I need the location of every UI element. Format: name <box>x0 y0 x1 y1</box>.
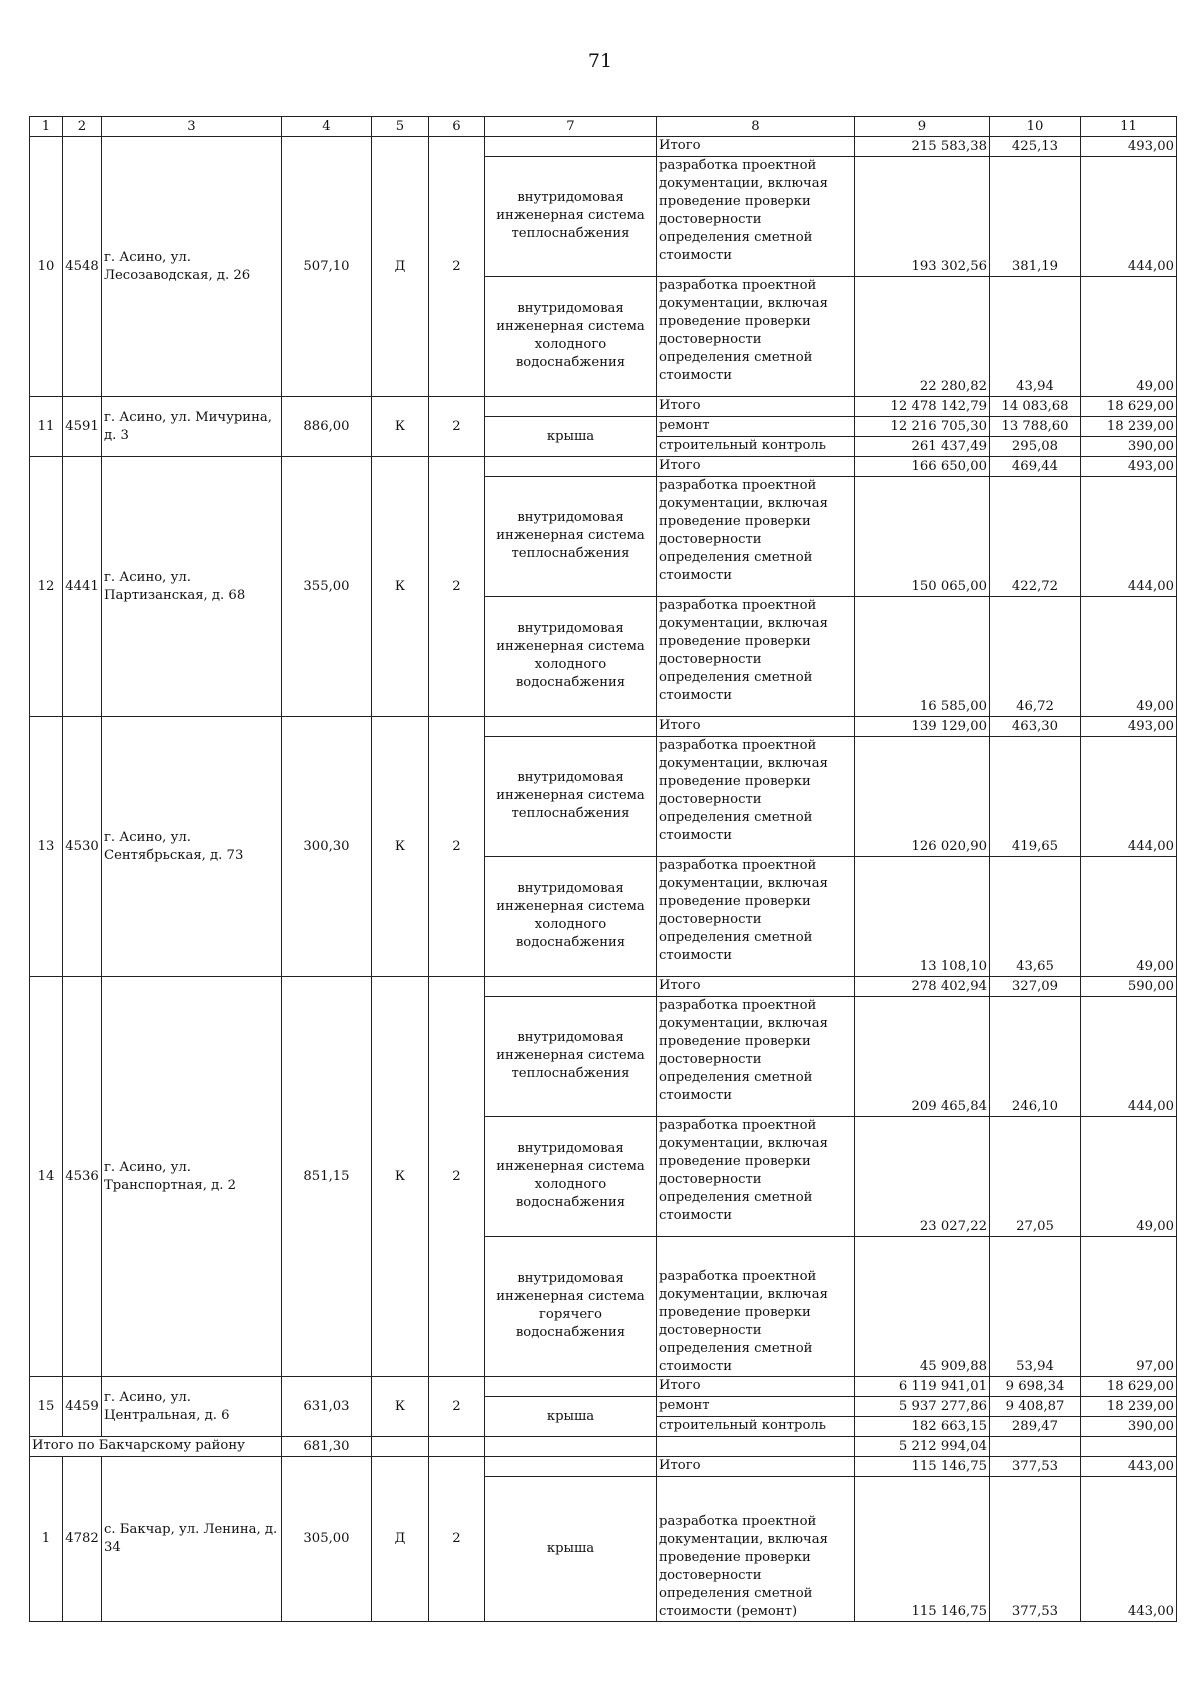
total-limit: 493,00 <box>1081 457 1177 477</box>
cost-per-m2: 419,65 <box>990 737 1081 857</box>
cost-limit: 18 239,00 <box>1081 417 1177 437</box>
system-name: внутридомовая инженерная система теплоснабжения <box>485 737 657 857</box>
total-cost: 6 119 941,01 <box>855 1377 990 1397</box>
cost-limit: 444,00 <box>1081 157 1177 277</box>
address: с. Бакчар, ул. Ленина, д. 34 <box>102 1457 282 1622</box>
total-label: Итого <box>657 717 855 737</box>
house-type: К <box>372 717 429 977</box>
cost-limit: 444,00 <box>1081 737 1177 857</box>
col-header: 10 <box>990 117 1081 137</box>
total-per-m2: 377,53 <box>990 1457 1081 1477</box>
col6-value: 2 <box>429 717 485 977</box>
system-name: внутридомовая инженерная система теплоснабжения <box>485 997 657 1117</box>
house-type: К <box>372 977 429 1377</box>
cost: 150 065,00 <box>855 477 990 597</box>
cost-limit: 49,00 <box>1081 277 1177 397</box>
cost-limit: 49,00 <box>1081 597 1177 717</box>
address: г. Асино, ул. Мичурина, д. 3 <box>102 397 282 457</box>
cost: 5 937 277,86 <box>855 1397 990 1417</box>
cost-per-m2: 46,72 <box>990 597 1081 717</box>
area: 886,00 <box>282 397 372 457</box>
total-limit: 18 629,00 <box>1081 397 1177 417</box>
total-cost: 278 402,94 <box>855 977 990 997</box>
table-row <box>30 1377 1177 1397</box>
work-description: разработка проектной документации, включая проведение проверки достоверности определения сметной стоимости <box>657 157 855 277</box>
work-description: разработка проектной документации, включая проведение проверки достоверности определения сметной стоимости <box>657 1117 855 1237</box>
work-description: строительный контроль <box>657 437 855 457</box>
header-row <box>30 117 1177 137</box>
total-limit: 493,00 <box>1081 717 1177 737</box>
house-code: 4459 <box>63 1377 102 1437</box>
system-name: внутридомовая инженерная система холодного водоснабжения <box>485 1117 657 1237</box>
total-label: Итого <box>657 397 855 417</box>
cost: 182 663,15 <box>855 1417 990 1437</box>
cost-per-m2: 9 408,87 <box>990 1397 1081 1417</box>
address: г. Асино, ул. Сентябрьская, д. 73 <box>102 717 282 977</box>
table-row <box>30 397 1177 417</box>
cost-limit: 49,00 <box>1081 1117 1177 1237</box>
row-number: 12 <box>30 457 63 717</box>
area: 305,00 <box>282 1457 372 1622</box>
col-header: 4 <box>282 117 372 137</box>
row-number: 14 <box>30 977 63 1377</box>
total-limit: 443,00 <box>1081 1457 1177 1477</box>
cost: 115 146,75 <box>855 1477 990 1622</box>
cost-per-m2: 43,65 <box>990 857 1081 977</box>
cost: 193 302,56 <box>855 157 990 277</box>
cost-per-m2: 295,08 <box>990 437 1081 457</box>
total-cost: 115 146,75 <box>855 1457 990 1477</box>
cost-per-m2: 43,94 <box>990 277 1081 397</box>
row-number: 11 <box>30 397 63 457</box>
house-code: 4548 <box>63 137 102 397</box>
house-type: К <box>372 1377 429 1437</box>
col-header: 3 <box>102 117 282 137</box>
work-description: разработка проектной документации, включая проведение проверки достоверности определения сметной стоимости <box>657 277 855 397</box>
district-total-row <box>30 1437 1177 1457</box>
cost-limit: 443,00 <box>1081 1477 1177 1622</box>
cost-per-m2: 27,05 <box>990 1117 1081 1237</box>
work-description: разработка проектной документации, включая проведение проверки достоверности определения сметной стоимости <box>657 997 855 1117</box>
col-header: 7 <box>485 117 657 137</box>
house-type: Д <box>372 1457 429 1622</box>
col6-value: 2 <box>429 137 485 397</box>
col-header: 1 <box>30 117 63 137</box>
row-number: 15 <box>30 1377 63 1437</box>
total-per-m2: 425,13 <box>990 137 1081 157</box>
address: г. Асино, ул. Лесозаводская, д. 26 <box>102 137 282 397</box>
house-code: 4782 <box>63 1457 102 1622</box>
system-name: внутридомовая инженерная система холодного водоснабжения <box>485 597 657 717</box>
house-code: 4530 <box>63 717 102 977</box>
row-number: 1 <box>30 1457 63 1622</box>
work-description: разработка проектной документации, включая проведение проверки достоверности определения сметной стоимости <box>657 857 855 977</box>
total-per-m2: 327,09 <box>990 977 1081 997</box>
system-name: внутридомовая инженерная система холодного водоснабжения <box>485 857 657 977</box>
cost-limit: 18 239,00 <box>1081 1397 1177 1417</box>
table-row <box>30 717 1177 737</box>
col-header: 2 <box>63 117 102 137</box>
total-cost: 12 478 142,79 <box>855 397 990 417</box>
house-code: 4441 <box>63 457 102 717</box>
col6-value: 2 <box>429 1457 485 1622</box>
estimate-table <box>29 116 1177 1622</box>
col6-value: 2 <box>429 397 485 457</box>
cost-limit: 444,00 <box>1081 997 1177 1117</box>
work-description: разработка проектной документации, включая проведение проверки достоверности определения сметной стоимости <box>657 1237 855 1377</box>
cost: 12 216 705,30 <box>855 417 990 437</box>
cost-limit: 390,00 <box>1081 1417 1177 1437</box>
col-header: 8 <box>657 117 855 137</box>
cost: 16 585,00 <box>855 597 990 717</box>
system-name: крыша <box>485 417 657 457</box>
system-name: внутридомовая инженерная система теплоснабжения <box>485 157 657 277</box>
row-number: 13 <box>30 717 63 977</box>
house-type: К <box>372 457 429 717</box>
col-header: 11 <box>1081 117 1177 137</box>
cost-limit: 444,00 <box>1081 477 1177 597</box>
area: 300,30 <box>282 717 372 977</box>
col6-value: 2 <box>429 977 485 1377</box>
table-row <box>30 977 1177 997</box>
cost-per-m2: 381,19 <box>990 157 1081 277</box>
district-total-label: Итого по Бакчарскому району <box>30 1437 282 1457</box>
work-description: ремонт <box>657 1397 855 1417</box>
total-cost: 215 583,38 <box>855 137 990 157</box>
cost-per-m2: 289,47 <box>990 1417 1081 1437</box>
col-header: 9 <box>855 117 990 137</box>
system-name: внутридомовая инженерная система теплоснабжения <box>485 477 657 597</box>
district-total-cost: 5 212 994,04 <box>855 1437 990 1457</box>
total-per-m2: 14 083,68 <box>990 397 1081 417</box>
total-cost: 139 129,00 <box>855 717 990 737</box>
col-header: 5 <box>372 117 429 137</box>
area: 355,00 <box>282 457 372 717</box>
system-name: внутридомовая инженерная система холодного водоснабжения <box>485 277 657 397</box>
system-name: внутридомовая инженерная система горячего водоснабжения <box>485 1237 657 1377</box>
cost: 22 280,82 <box>855 277 990 397</box>
work-description: ремонт <box>657 417 855 437</box>
district-total-area: 681,30 <box>282 1437 372 1457</box>
cost-per-m2: 13 788,60 <box>990 417 1081 437</box>
total-limit: 18 629,00 <box>1081 1377 1177 1397</box>
total-label: Итого <box>657 977 855 997</box>
system-name: крыша <box>485 1397 657 1437</box>
cost-per-m2: 246,10 <box>990 997 1081 1117</box>
total-label: Итого <box>657 137 855 157</box>
house-type: К <box>372 397 429 457</box>
address: г. Асино, ул. Центральная, д. 6 <box>102 1377 282 1437</box>
cost-per-m2: 422,72 <box>990 477 1081 597</box>
table-row <box>30 137 1177 157</box>
work-description: разработка проектной документации, включая проведение проверки достоверности определения сметной стоимости <box>657 737 855 857</box>
cost-limit: 97,00 <box>1081 1237 1177 1377</box>
table-row <box>30 1457 1177 1477</box>
area: 507,10 <box>282 137 372 397</box>
total-per-m2: 469,44 <box>990 457 1081 477</box>
area: 851,15 <box>282 977 372 1377</box>
system-name: крыша <box>485 1477 657 1622</box>
total-per-m2: 463,30 <box>990 717 1081 737</box>
area: 631,03 <box>282 1377 372 1437</box>
total-limit: 590,00 <box>1081 977 1177 997</box>
work-description: разработка проектной документации, включая проведение проверки достоверности определения сметной стоимости <box>657 597 855 717</box>
work-description: разработка проектной документации, включая проведение проверки достоверности определения сметной стоимости <box>657 477 855 597</box>
col-header: 6 <box>429 117 485 137</box>
row-number: 10 <box>30 137 63 397</box>
total-per-m2: 9 698,34 <box>990 1377 1081 1397</box>
house-type: Д <box>372 137 429 397</box>
total-cost: 166 650,00 <box>855 457 990 477</box>
address: г. Асино, ул. Партизанская, д. 68 <box>102 457 282 717</box>
cost: 126 020,90 <box>855 737 990 857</box>
work-description: разработка проектной документации, включая проведение проверки достоверности определения сметной стоимости (ремонт) <box>657 1477 855 1622</box>
page-number: 71 <box>587 50 613 72</box>
total-limit: 493,00 <box>1081 137 1177 157</box>
cost-per-m2: 377,53 <box>990 1477 1081 1622</box>
col6-value: 2 <box>429 1377 485 1437</box>
cost: 45 909,88 <box>855 1237 990 1377</box>
cost: 261 437,49 <box>855 437 990 457</box>
table-row <box>30 457 1177 477</box>
col6-value: 2 <box>429 457 485 717</box>
cost-limit: 49,00 <box>1081 857 1177 977</box>
work-description: строительный контроль <box>657 1417 855 1437</box>
total-label: Итого <box>657 457 855 477</box>
house-code: 4536 <box>63 977 102 1377</box>
cost: 13 108,10 <box>855 857 990 977</box>
cost-limit: 390,00 <box>1081 437 1177 457</box>
cost-per-m2: 53,94 <box>990 1237 1081 1377</box>
cost: 23 027,22 <box>855 1117 990 1237</box>
total-label: Итого <box>657 1377 855 1397</box>
address: г. Асино, ул. Транспортная, д. 2 <box>102 977 282 1377</box>
total-label: Итого <box>657 1457 855 1477</box>
house-code: 4591 <box>63 397 102 457</box>
cost: 209 465,84 <box>855 997 990 1117</box>
